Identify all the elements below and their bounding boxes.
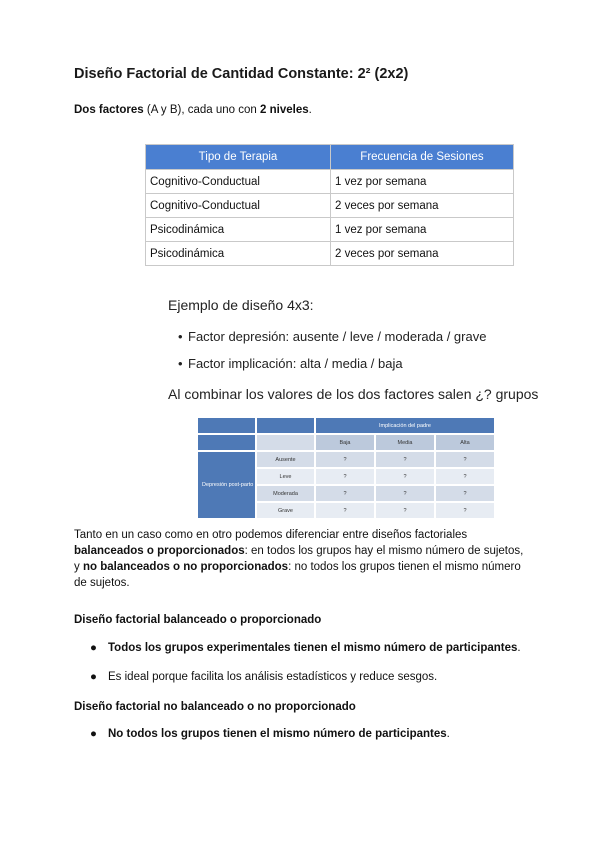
table-row xyxy=(146,170,514,194)
example-bullet-text: Factor implicación: alta / media / baja xyxy=(188,356,403,371)
row-level-moderate: Moderada xyxy=(257,486,314,501)
intro-bold-factors: Dos factores xyxy=(74,104,144,116)
row-level-severe: Grave xyxy=(257,503,314,518)
section-heading-balanced: Diseño factorial balanceado o proporcionado xyxy=(74,614,322,626)
bullet-dot-icon: ● xyxy=(90,642,97,654)
bullet-text: Es ideal porque facilita los análisis estadísticos y reduce sesgos. xyxy=(108,671,438,683)
table-cell: 2 veces por semana xyxy=(331,194,514,218)
para-text: : no todos los grupos tienen el mismo número de sujetos. xyxy=(74,561,521,589)
row-factor-header: Depresión post-parto xyxy=(198,452,255,518)
table-cell: 1 vez por semana xyxy=(331,218,514,242)
table-row xyxy=(146,242,514,266)
example-question: Al combinar los valores de los dos factores salen ¿? grupos xyxy=(168,386,539,402)
table-cell: Psicodinámica xyxy=(146,218,331,242)
para-bold-unbalanced: no balanceados o no proporcionados xyxy=(82,561,289,573)
bullet-dot-icon: ● xyxy=(90,671,97,683)
example-bullet-depression xyxy=(178,329,486,344)
para-bold-balanced: balanceados o proporcionados xyxy=(74,545,245,557)
table-cell: Cognitivo-Conductual xyxy=(146,170,331,194)
header-therapy-type: Tipo de Terapia xyxy=(146,145,331,170)
grid-cell: ? xyxy=(316,486,374,501)
intro-bold-levels: 2 niveles xyxy=(260,104,309,116)
table-row xyxy=(146,194,514,218)
intro-text: (A y B), cada uno con xyxy=(143,104,261,116)
bullet-dot-icon: • xyxy=(178,329,183,344)
grid-cell: ? xyxy=(436,486,494,501)
table-cell: 1 vez por semana xyxy=(331,170,514,194)
table-header-row xyxy=(146,145,514,170)
grid-cell: ? xyxy=(316,503,374,518)
grid-cell: ? xyxy=(436,452,494,467)
para-text: Tanto en un caso como en otro podemos diferenciar entre diseños factoriales xyxy=(74,529,468,541)
bullet-bold-text: Todos los grupos experimentales tienen el mismo número de participantes xyxy=(108,642,518,654)
balanced-explanation-paragraph xyxy=(74,527,526,591)
unbalanced-bullet-1 xyxy=(90,728,450,740)
bullet-bold-text: No todos los grupos tienen el mismo número de participantes xyxy=(108,728,447,740)
intro-end: . xyxy=(308,104,312,116)
col-factor-header: Implicación del padre xyxy=(316,418,494,433)
header-session-frequency: Frecuencia de Sesiones xyxy=(331,145,514,170)
bullet-end: . xyxy=(517,642,521,654)
example-grid-table xyxy=(196,416,496,520)
section-heading-unbalanced: Diseño factorial no balanceado o no proporcionado xyxy=(74,701,356,713)
grid-cell: ? xyxy=(436,469,494,484)
bullet-dot-icon: ● xyxy=(90,728,97,740)
page-title: Diseño Factorial de Cantidad Constante: 2² (2x2) xyxy=(74,66,409,82)
grid-cell: ? xyxy=(376,452,434,467)
table-cell: Psicodinámica xyxy=(146,242,331,266)
grid-cell: ? xyxy=(376,486,434,501)
row-level-absent: Ausente xyxy=(257,452,314,467)
grid-cell: ? xyxy=(436,503,494,518)
therapy-table xyxy=(145,144,514,266)
table-cell: Cognitivo-Conductual xyxy=(146,194,331,218)
col-level-low: Baja xyxy=(316,435,374,450)
para-text: : en todos los grupos hay el mismo número de sujetos, y xyxy=(74,545,524,573)
grid-cell: ? xyxy=(376,469,434,484)
balanced-bullet-1 xyxy=(90,642,521,654)
grid-cell: ? xyxy=(376,503,434,518)
row-level-mild: Leve xyxy=(257,469,314,484)
example-bullet-text: Factor depresión: ausente / leve / moderada / grave xyxy=(188,329,487,344)
example-title: Ejemplo de diseño 4x3: xyxy=(168,297,314,313)
balanced-bullet-2 xyxy=(90,671,437,683)
grid-cell: ? xyxy=(316,469,374,484)
col-level-high: Alta xyxy=(436,435,494,450)
bullet-dot-icon: • xyxy=(178,356,183,371)
intro-paragraph xyxy=(74,102,312,118)
grid-cell: ? xyxy=(316,452,374,467)
table-row xyxy=(146,218,514,242)
example-bullet-involvement xyxy=(178,356,403,371)
col-level-medium: Media xyxy=(376,435,434,450)
bullet-end: . xyxy=(446,728,450,740)
table-cell: 2 veces por semana xyxy=(331,242,514,266)
